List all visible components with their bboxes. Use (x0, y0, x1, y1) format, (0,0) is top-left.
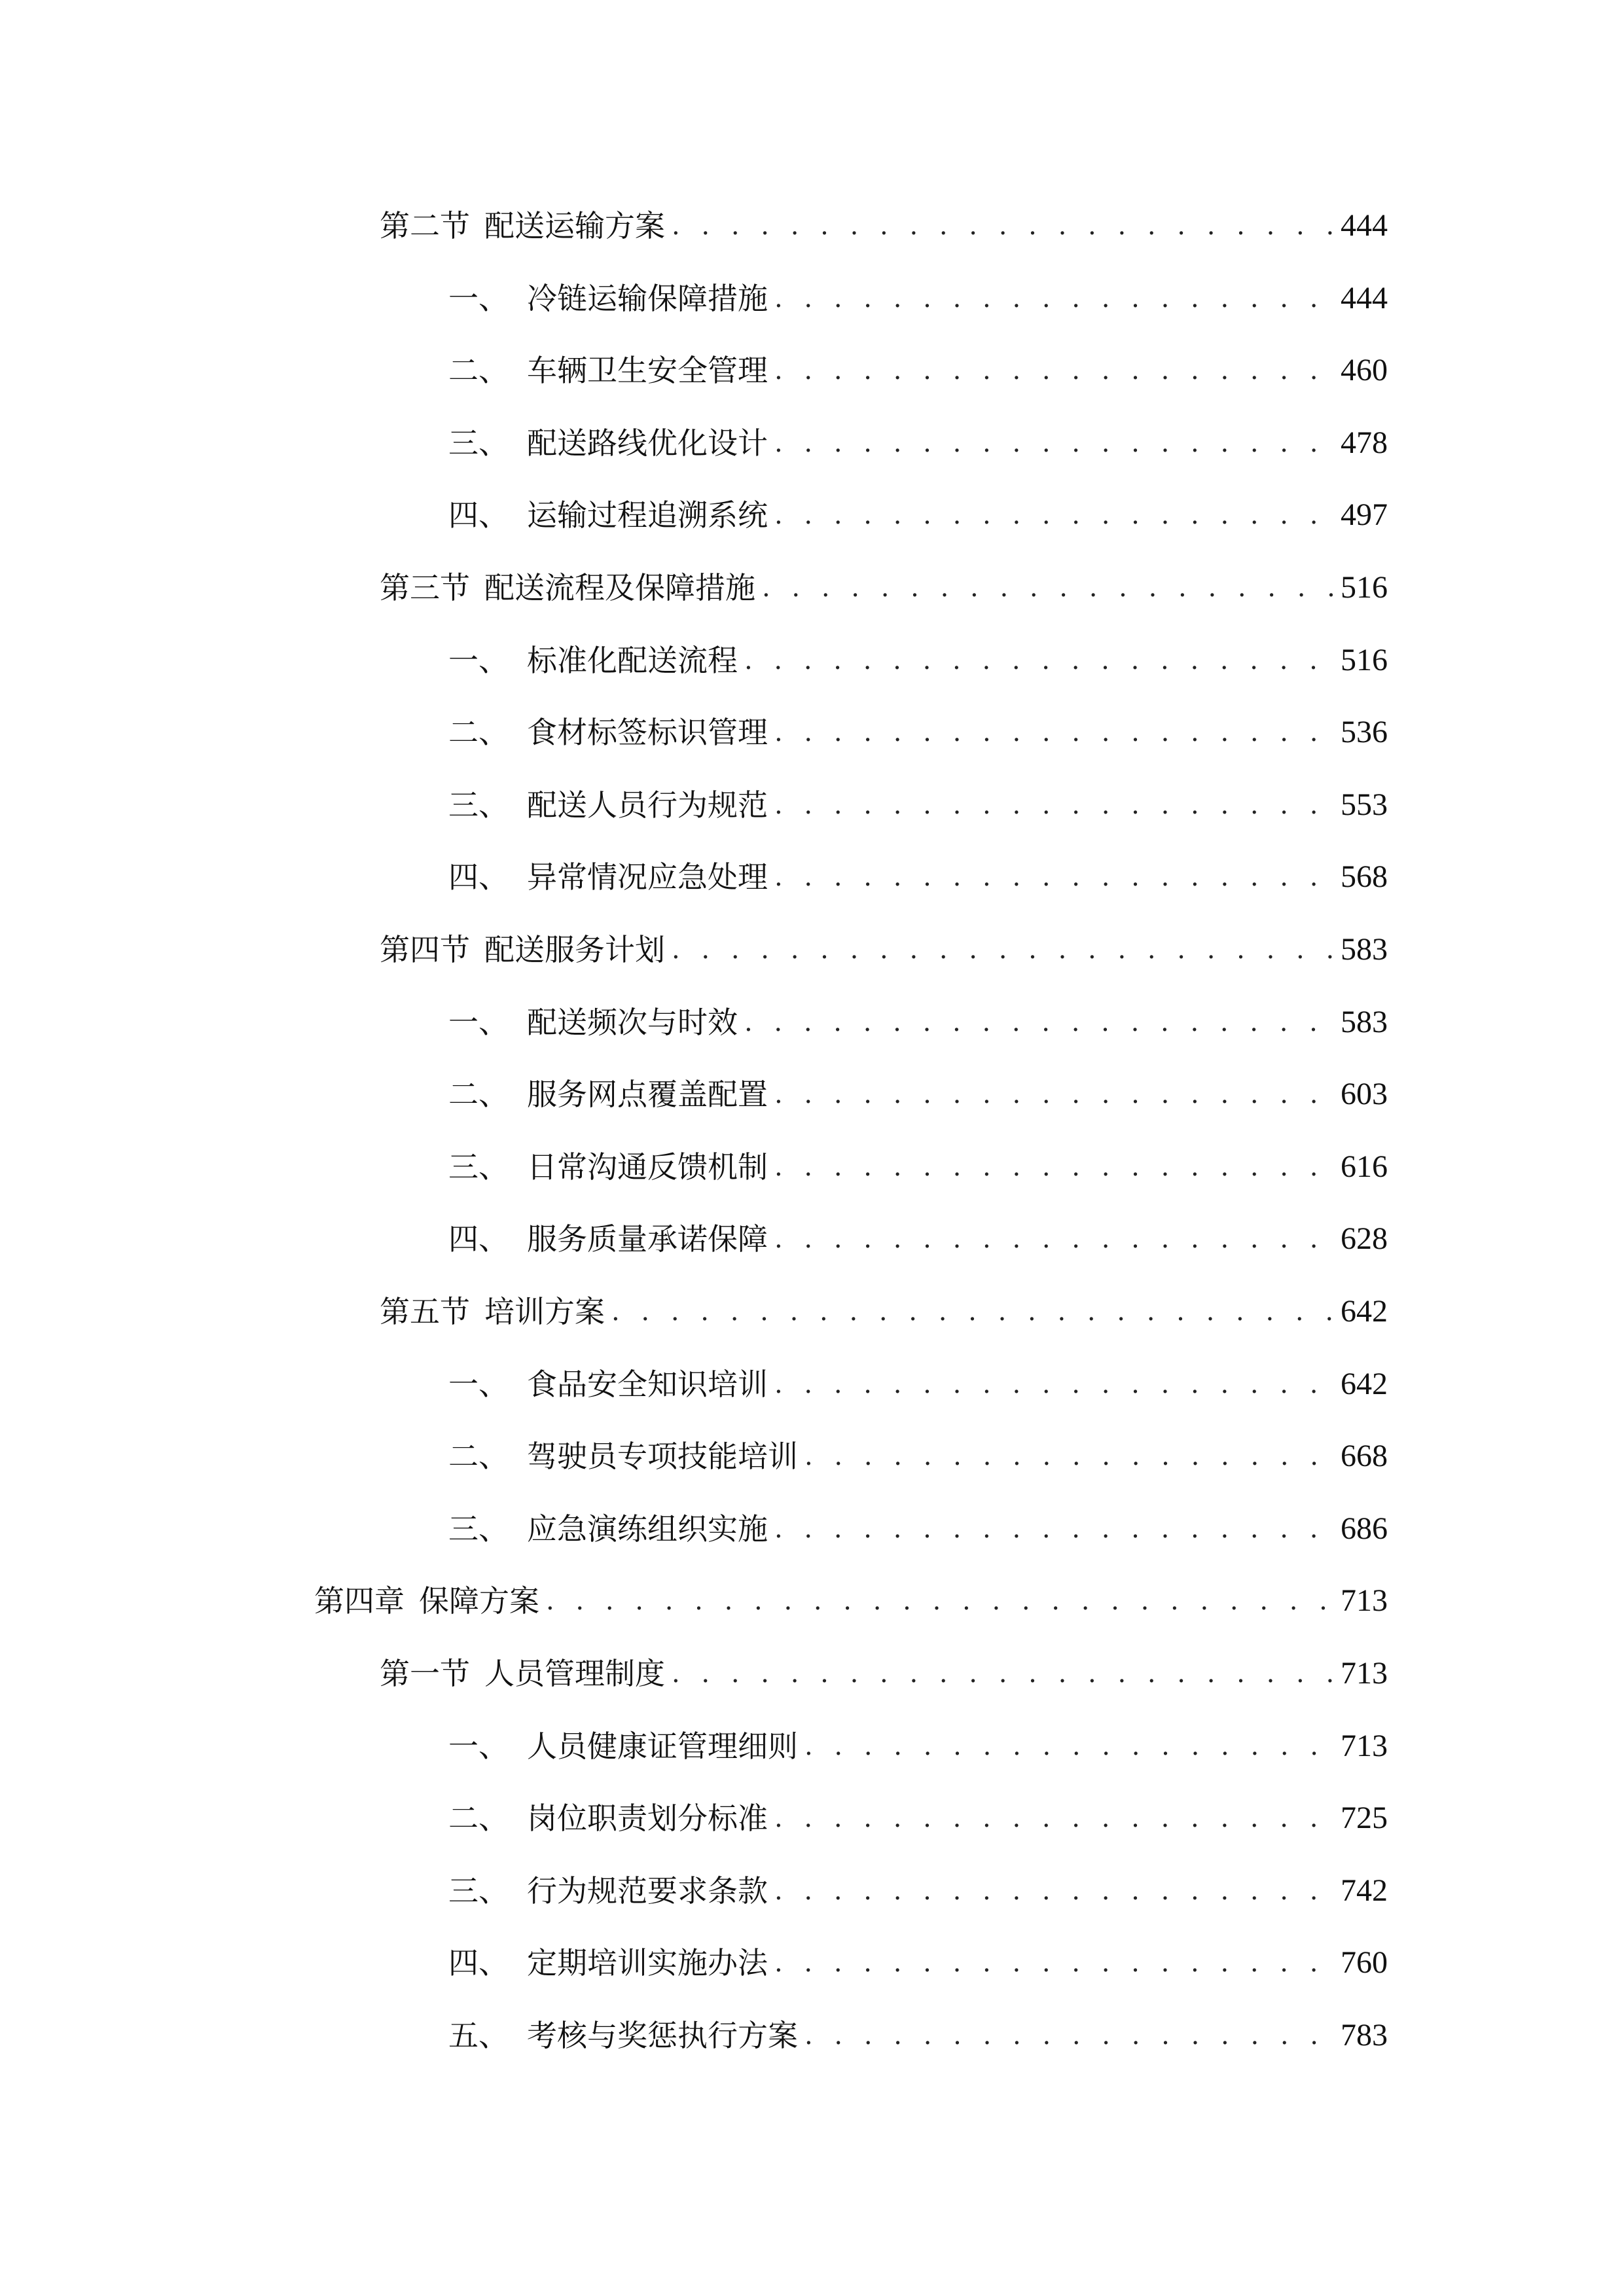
toc-entry-page-number: 668 (1341, 1439, 1388, 1474)
toc-entry-number: 四、 (448, 1945, 509, 1981)
dot-leader (774, 1927, 1334, 1999)
toc-entry-title: 行为规范要求条款 (527, 1873, 768, 1909)
dot-leader (774, 1782, 1334, 1854)
toc-entry-page-number: 686 (1341, 1511, 1388, 1546)
toc-entry-title: 驾驶员专项技能培训 (527, 1439, 798, 1475)
toc-entry[interactable] (448, 1203, 1388, 1275)
toc-entry-title: 配送人员行为规范 (527, 787, 768, 823)
toc-entry[interactable] (448, 334, 1388, 406)
toc-entry-page-number: 760 (1341, 1945, 1388, 1981)
toc-entry-title: 配送频次与时效 (527, 1004, 738, 1040)
toc-entry-page-number: 583 (1341, 1004, 1388, 1039)
toc-entry-number: 第四节 (380, 932, 470, 967)
toc-entry[interactable] (448, 2000, 1388, 2072)
toc-entry-page-number: 583 (1341, 932, 1388, 967)
dot-leader (762, 552, 1334, 624)
toc-entry[interactable] (448, 841, 1388, 913)
toc-entry-number: 一、 (448, 280, 509, 316)
toc-entry-page-number: 783 (1341, 2018, 1388, 2053)
toc-entry-page-number: 536 (1341, 715, 1388, 750)
toc-entry[interactable] (448, 1348, 1388, 1420)
dot-leader (744, 624, 1334, 696)
toc-entry[interactable] (380, 914, 1388, 986)
dot-leader (774, 262, 1334, 334)
toc-entry-title: 食品安全知识培训 (527, 1366, 768, 1402)
toc-entry[interactable] (448, 1710, 1388, 1782)
dot-leader (774, 769, 1334, 841)
dot-leader (774, 407, 1334, 479)
toc-entry-page-number: 497 (1341, 497, 1388, 533)
toc-entry-number: 二、 (448, 1077, 509, 1113)
toc-entry-page-number: 628 (1341, 1221, 1388, 1257)
toc-entry-page-number: 516 (1341, 570, 1388, 605)
toc-entry-title: 人员管理制度 (484, 1656, 665, 1691)
dot-leader (774, 1855, 1334, 1927)
toc-entry-page-number: 713 (1341, 1728, 1388, 1763)
toc-entry-number: 二、 (448, 1439, 509, 1475)
toc-entry-number: 第四章 (314, 1583, 405, 1619)
toc-entry[interactable] (448, 262, 1388, 334)
toc-entry[interactable] (448, 1131, 1388, 1203)
toc-entry[interactable] (380, 552, 1388, 624)
toc-entry-number: 一、 (448, 1004, 509, 1040)
toc-entry-title: 配送服务计划 (484, 932, 665, 967)
dot-leader (672, 914, 1334, 986)
toc-entry-title: 考核与奖惩执行方案 (527, 2018, 798, 2053)
toc-entry[interactable] (380, 190, 1388, 262)
toc-entry-number: 一、 (448, 1366, 509, 1402)
toc-entry[interactable] (448, 769, 1388, 841)
toc-entry[interactable] (448, 407, 1388, 479)
toc-entry-page-number: 616 (1341, 1149, 1388, 1184)
dot-leader (804, 1420, 1334, 1492)
toc-entry-title: 人员健康证管理细则 (527, 1728, 798, 1764)
toc-entry-number: 第三节 (380, 570, 470, 605)
toc-entry-title: 应急演练组织实施 (527, 1511, 768, 1547)
toc-entry-page-number: 713 (1341, 1583, 1388, 1619)
toc-entry-number: 二、 (448, 353, 509, 389)
toc-entry[interactable] (448, 1855, 1388, 1927)
toc-entry-title: 配送运输方案 (484, 208, 665, 243)
toc-entry-title: 异常情况应急处理 (527, 859, 768, 895)
toc-entry-title: 岗位职责划分标准 (527, 1801, 768, 1837)
toc-entry[interactable] (448, 624, 1388, 696)
toc-entry-page-number: 553 (1341, 787, 1388, 822)
toc-entry[interactable] (448, 1420, 1388, 1492)
toc-entry-title: 日常沟通反馈机制 (527, 1149, 768, 1185)
toc-entry[interactable] (314, 1565, 1388, 1637)
toc-entry-number: 一、 (448, 642, 509, 678)
dot-leader (611, 1276, 1334, 1348)
toc-entry-title: 保障方案 (419, 1583, 539, 1619)
toc-entry-number: 四、 (448, 1221, 509, 1257)
toc-entry[interactable] (448, 696, 1388, 768)
dot-leader (672, 190, 1334, 262)
toc-entry-title: 服务质量承诺保障 (527, 1221, 768, 1257)
toc-entry-number: 四、 (448, 497, 509, 533)
toc-entry-number: 第二节 (380, 208, 470, 243)
dot-leader (744, 986, 1334, 1058)
toc-entry[interactable] (448, 479, 1388, 551)
dot-leader (774, 696, 1334, 768)
toc-entry-page-number: 516 (1341, 642, 1388, 677)
toc-entry-title: 配送路线优化设计 (527, 425, 768, 461)
toc-entry-title: 食材标签标识管理 (527, 715, 768, 751)
dot-leader (774, 1348, 1334, 1420)
toc-entry-title: 服务网点覆盖配置 (527, 1077, 768, 1113)
dot-leader (774, 479, 1334, 551)
toc-entry-page-number: 725 (1341, 1801, 1388, 1836)
toc-entry[interactable] (380, 1276, 1388, 1348)
toc-entry-title: 培训方案 (484, 1294, 605, 1329)
toc-entry-page-number: 478 (1341, 425, 1388, 460)
toc-entry-page-number: 642 (1341, 1366, 1388, 1401)
dot-leader (774, 1131, 1334, 1203)
dot-leader (774, 1493, 1334, 1565)
toc-entry[interactable] (448, 986, 1388, 1058)
toc-entry-number: 三、 (448, 425, 509, 461)
toc-entry-number: 三、 (448, 787, 509, 823)
toc-entry-title: 标准化配送流程 (527, 642, 738, 678)
toc-entry-page-number: 603 (1341, 1077, 1388, 1112)
toc-entry-title: 车辆卫生安全管理 (527, 353, 768, 389)
dot-leader (774, 1203, 1334, 1275)
toc-entry-page-number: 460 (1341, 353, 1388, 388)
dot-leader (546, 1565, 1334, 1637)
toc-entry-title: 定期培训实施办法 (527, 1945, 768, 1981)
toc-entry-number: 四、 (448, 859, 509, 895)
dot-leader (774, 1058, 1334, 1130)
dot-leader (804, 1710, 1334, 1782)
dot-leader (804, 2000, 1334, 2072)
toc-entry-number: 三、 (448, 1149, 509, 1185)
toc-entry-number: 第一节 (380, 1656, 470, 1691)
toc-entry-number: 五、 (448, 2018, 509, 2053)
toc-entry-page-number: 713 (1341, 1656, 1388, 1691)
toc-entry-title: 配送流程及保障措施 (484, 570, 755, 605)
toc-entry-page-number: 568 (1341, 859, 1388, 895)
dot-leader (774, 841, 1334, 913)
toc-entry-number: 三、 (448, 1873, 509, 1909)
toc-entry-number: 一、 (448, 1728, 509, 1764)
toc-entry-page-number: 742 (1341, 1873, 1388, 1908)
toc-entry[interactable] (448, 1782, 1388, 1854)
toc-entry-number: 二、 (448, 715, 509, 751)
toc-entry[interactable] (448, 1058, 1388, 1130)
toc-entry-page-number: 444 (1341, 208, 1388, 243)
toc-entry[interactable] (448, 1493, 1388, 1565)
dot-leader (774, 334, 1334, 406)
dot-leader (672, 1638, 1334, 1710)
toc-entry-number: 第五节 (380, 1294, 470, 1329)
toc-entry[interactable] (380, 1638, 1388, 1710)
toc-entry-number: 二、 (448, 1801, 509, 1837)
toc-entry[interactable] (448, 1927, 1388, 1999)
toc-entry-title: 运输过程追溯系统 (527, 497, 768, 533)
toc-entry-title: 冷链运输保障措施 (527, 280, 768, 316)
toc-entry-page-number: 642 (1341, 1294, 1388, 1329)
toc-entry-page-number: 444 (1341, 280, 1388, 315)
toc-entry-number: 三、 (448, 1511, 509, 1547)
